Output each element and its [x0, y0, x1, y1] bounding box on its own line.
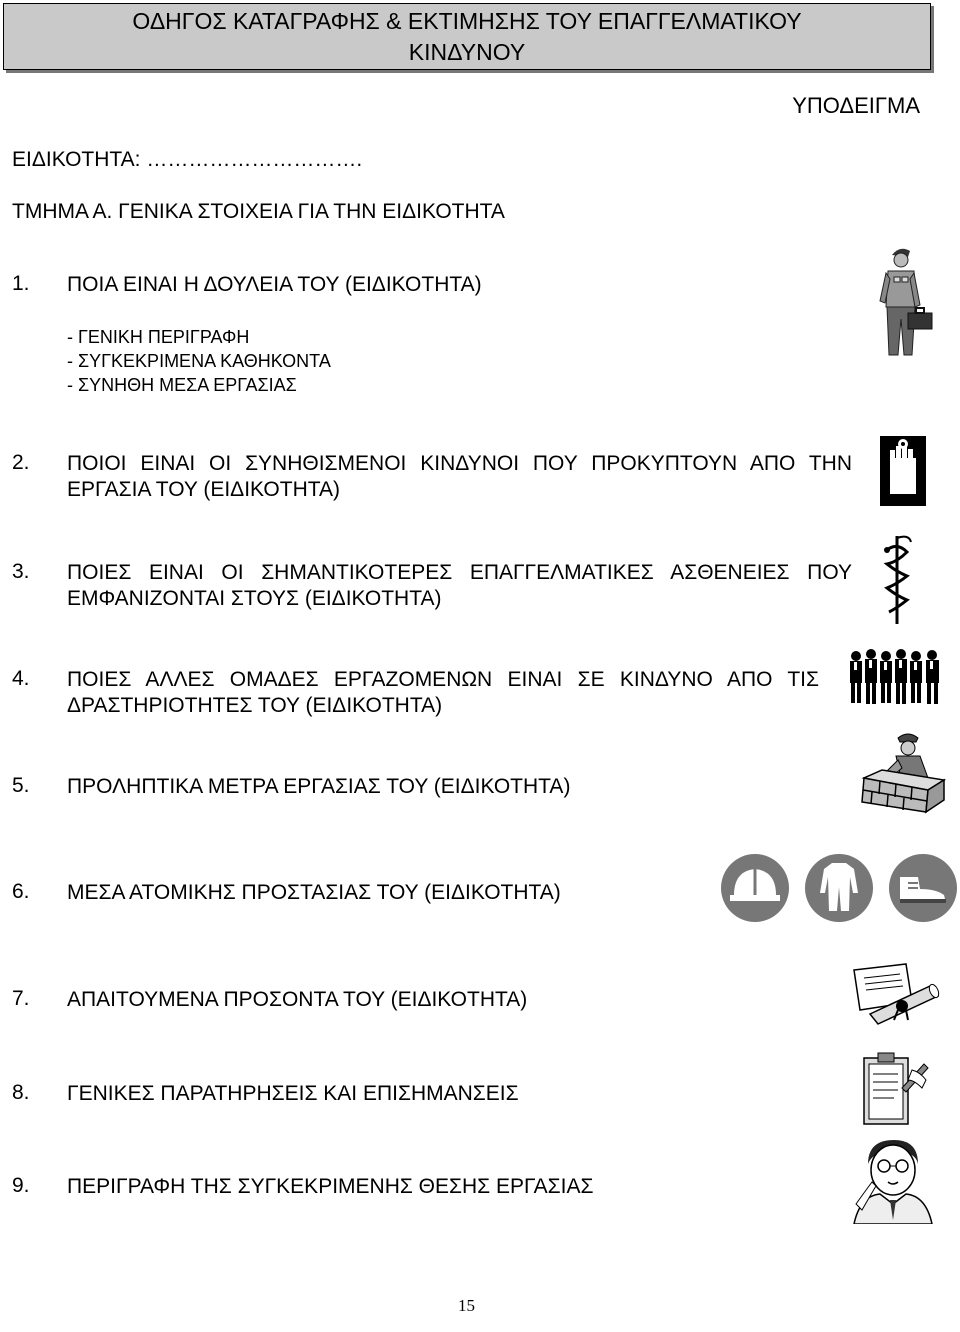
item-number: 7.	[12, 987, 30, 1010]
list-item-8	[12, 1081, 812, 1111]
list-item-2	[12, 451, 852, 507]
subitem-work-tools: - ΣΥΝΗΘΗ ΜΕΣΑ ΕΡΓΑΣΙΑΣ	[67, 375, 297, 395]
item-text: ΜΕΣΑ ΑΤΟΜΙΚΗΣ ΠΡΟΣΤΑΣΙΑΣ ΤΟΥ (ΕΙΔΙΚΟΤΗΤΑ)	[67, 881, 561, 904]
item-text: ΓΕΝΙΚΕΣ ΠΑΡΑΤΗΡΗΣΕΙΣ ΚΑΙ ΕΠΙΣΗΜΑΝΣΕΙΣ	[67, 1082, 519, 1105]
worker-with-toolbox-icon	[878, 245, 934, 357]
list-item-5	[12, 774, 812, 804]
hand-hazard-sign-icon	[880, 436, 926, 506]
caduceus-medical-icon	[875, 532, 919, 628]
protective-clothing-ppe-icon	[804, 853, 874, 923]
sample-label: ΥΠΟΔΕΙΓΜΑ	[792, 93, 920, 118]
bricklayer-worker-icon	[858, 728, 948, 814]
subitem-general-description: - ΓΕΝΙΚΗ ΠΕΡΙΓΡΑΦΗ	[67, 327, 250, 347]
item-text: ΠΟΙΟΙ ΕΙΝΑΙ ΟΙ ΣΥΝΗΘΙΣΜΕΝΟΙ ΚΙΝΔΥΝΟΙ ΠΟΥ ΠΡΟΚΥΠΤΟΥΝ ΑΠΟ ΤΗΝ ΕΡΓΑΣΙΑ ΤΟΥ (ΕΙΔΙΚΟΤΗΤΑ)	[67, 452, 852, 501]
item-number: 2.	[12, 451, 30, 474]
item-number: 4.	[12, 667, 30, 690]
item-number: 3.	[12, 560, 30, 583]
item-number: 5.	[12, 774, 30, 797]
document-title-line-2: ΚΙΝΔΥΝΟΥ	[408, 38, 526, 65]
list-item-1	[12, 272, 812, 302]
section-a-title: ΤΜΗΜΑ Α. ΓΕΝΙΚΑ ΣΤΟΙΧΕΙΑ ΓΙΑ ΤΗΝ ΕΙΔΙΚΟΤΗΤΑ	[12, 200, 505, 223]
safety-boot-ppe-icon	[888, 853, 958, 923]
specialty-line: ΕΙΔΙΚΟΤΗΤΑ: ………………………….	[12, 148, 363, 171]
group-of-workers-icon	[848, 648, 944, 706]
diploma-certificate-icon	[850, 962, 940, 1026]
item-text: ΠΟΙΕΣ ΕΙΝΑΙ ΟΙ ΣΗΜΑΝΤΙΚΟΤΕΡΕΣ ΕΠΑΓΓΕΛΜΑΤΙΚΕΣ ΑΣΘΕΝΕΙΕΣ ΠΟΥ ΕΜΦΑΝΙΖΟΝΤΑΙ ΣΤΟΥΣ (ΕΙΔΙΚΟΤΗΤΑ)	[67, 561, 852, 610]
item-text: ΠΟΙΕΣ ΑΛΛΕΣ ΟΜΑΔΕΣ ΕΡΓΑΖΟΜΕΝΩΝ ΕΙΝΑΙ ΣΕ ΚΙΝΔΥΝΟ ΑΠΟ ΤΙΣ ΔΡΑΣΤΗΡΙΟΤΗΤΕΣ ΤΟΥ (ΕΙΔΙΚΟΤΗΤΑ)	[67, 668, 819, 717]
subitem-specific-duties: - ΣΥΓΚΕΚΡΙΜΕΝΑ ΚΑΘΗΚΟΝΤΑ	[67, 351, 331, 371]
document-title-line-1: ΟΔΗΓΟΣ ΚΑΤΑΓΡΑΦΗΣ & ΕΚΤΙΜΗΣΗΣ ΤΟΥ ΕΠΑΓΓΕΛΜΑΤΙΚΟΥ	[132, 7, 802, 34]
list-item-9	[12, 1174, 812, 1204]
hard-hat-ppe-icon	[720, 853, 790, 923]
list-item-3	[12, 560, 852, 616]
page-number: 15	[458, 1296, 475, 1315]
item-number: 1.	[12, 272, 30, 295]
clipboard-notes-icon	[858, 1050, 934, 1130]
item-text: ΠΕΡΙΓΡΑΦΗ ΤΗΣ ΣΥΓΚΕΚΡΙΜΕΝΗΣ ΘΕΣΗΣ ΕΡΓΑΣΙΑΣ	[67, 1175, 594, 1198]
item-text: ΠΡΟΛΗΠΤΙΚΑ ΜΕΤΡΑ ΕΡΓΑΣΙΑΣ ΤΟΥ (ΕΙΔΙΚΟΤΗΤΑ)	[67, 775, 571, 798]
item-number: 9.	[12, 1174, 30, 1197]
list-item-7	[12, 987, 812, 1017]
document-title-box	[3, 3, 931, 70]
item-number: 6.	[12, 880, 30, 903]
item-number: 8.	[12, 1081, 30, 1104]
list-item-4	[12, 667, 822, 723]
item-text: ΑΠΑΙΤΟΥΜΕΝΑ ΠΡΟΣΟΝΤΑ ΤΟΥ (ΕΙΔΙΚΟΤΗΤΑ)	[67, 988, 528, 1011]
man-portrait-icon	[846, 1134, 938, 1224]
list-item-6	[12, 880, 712, 910]
item-text: ΠΟΙΑ ΕΙΝΑΙ Η ΔΟΥΛΕΙΑ ΤΟΥ (ΕΙΔΙΚΟΤΗΤΑ)	[67, 273, 482, 296]
